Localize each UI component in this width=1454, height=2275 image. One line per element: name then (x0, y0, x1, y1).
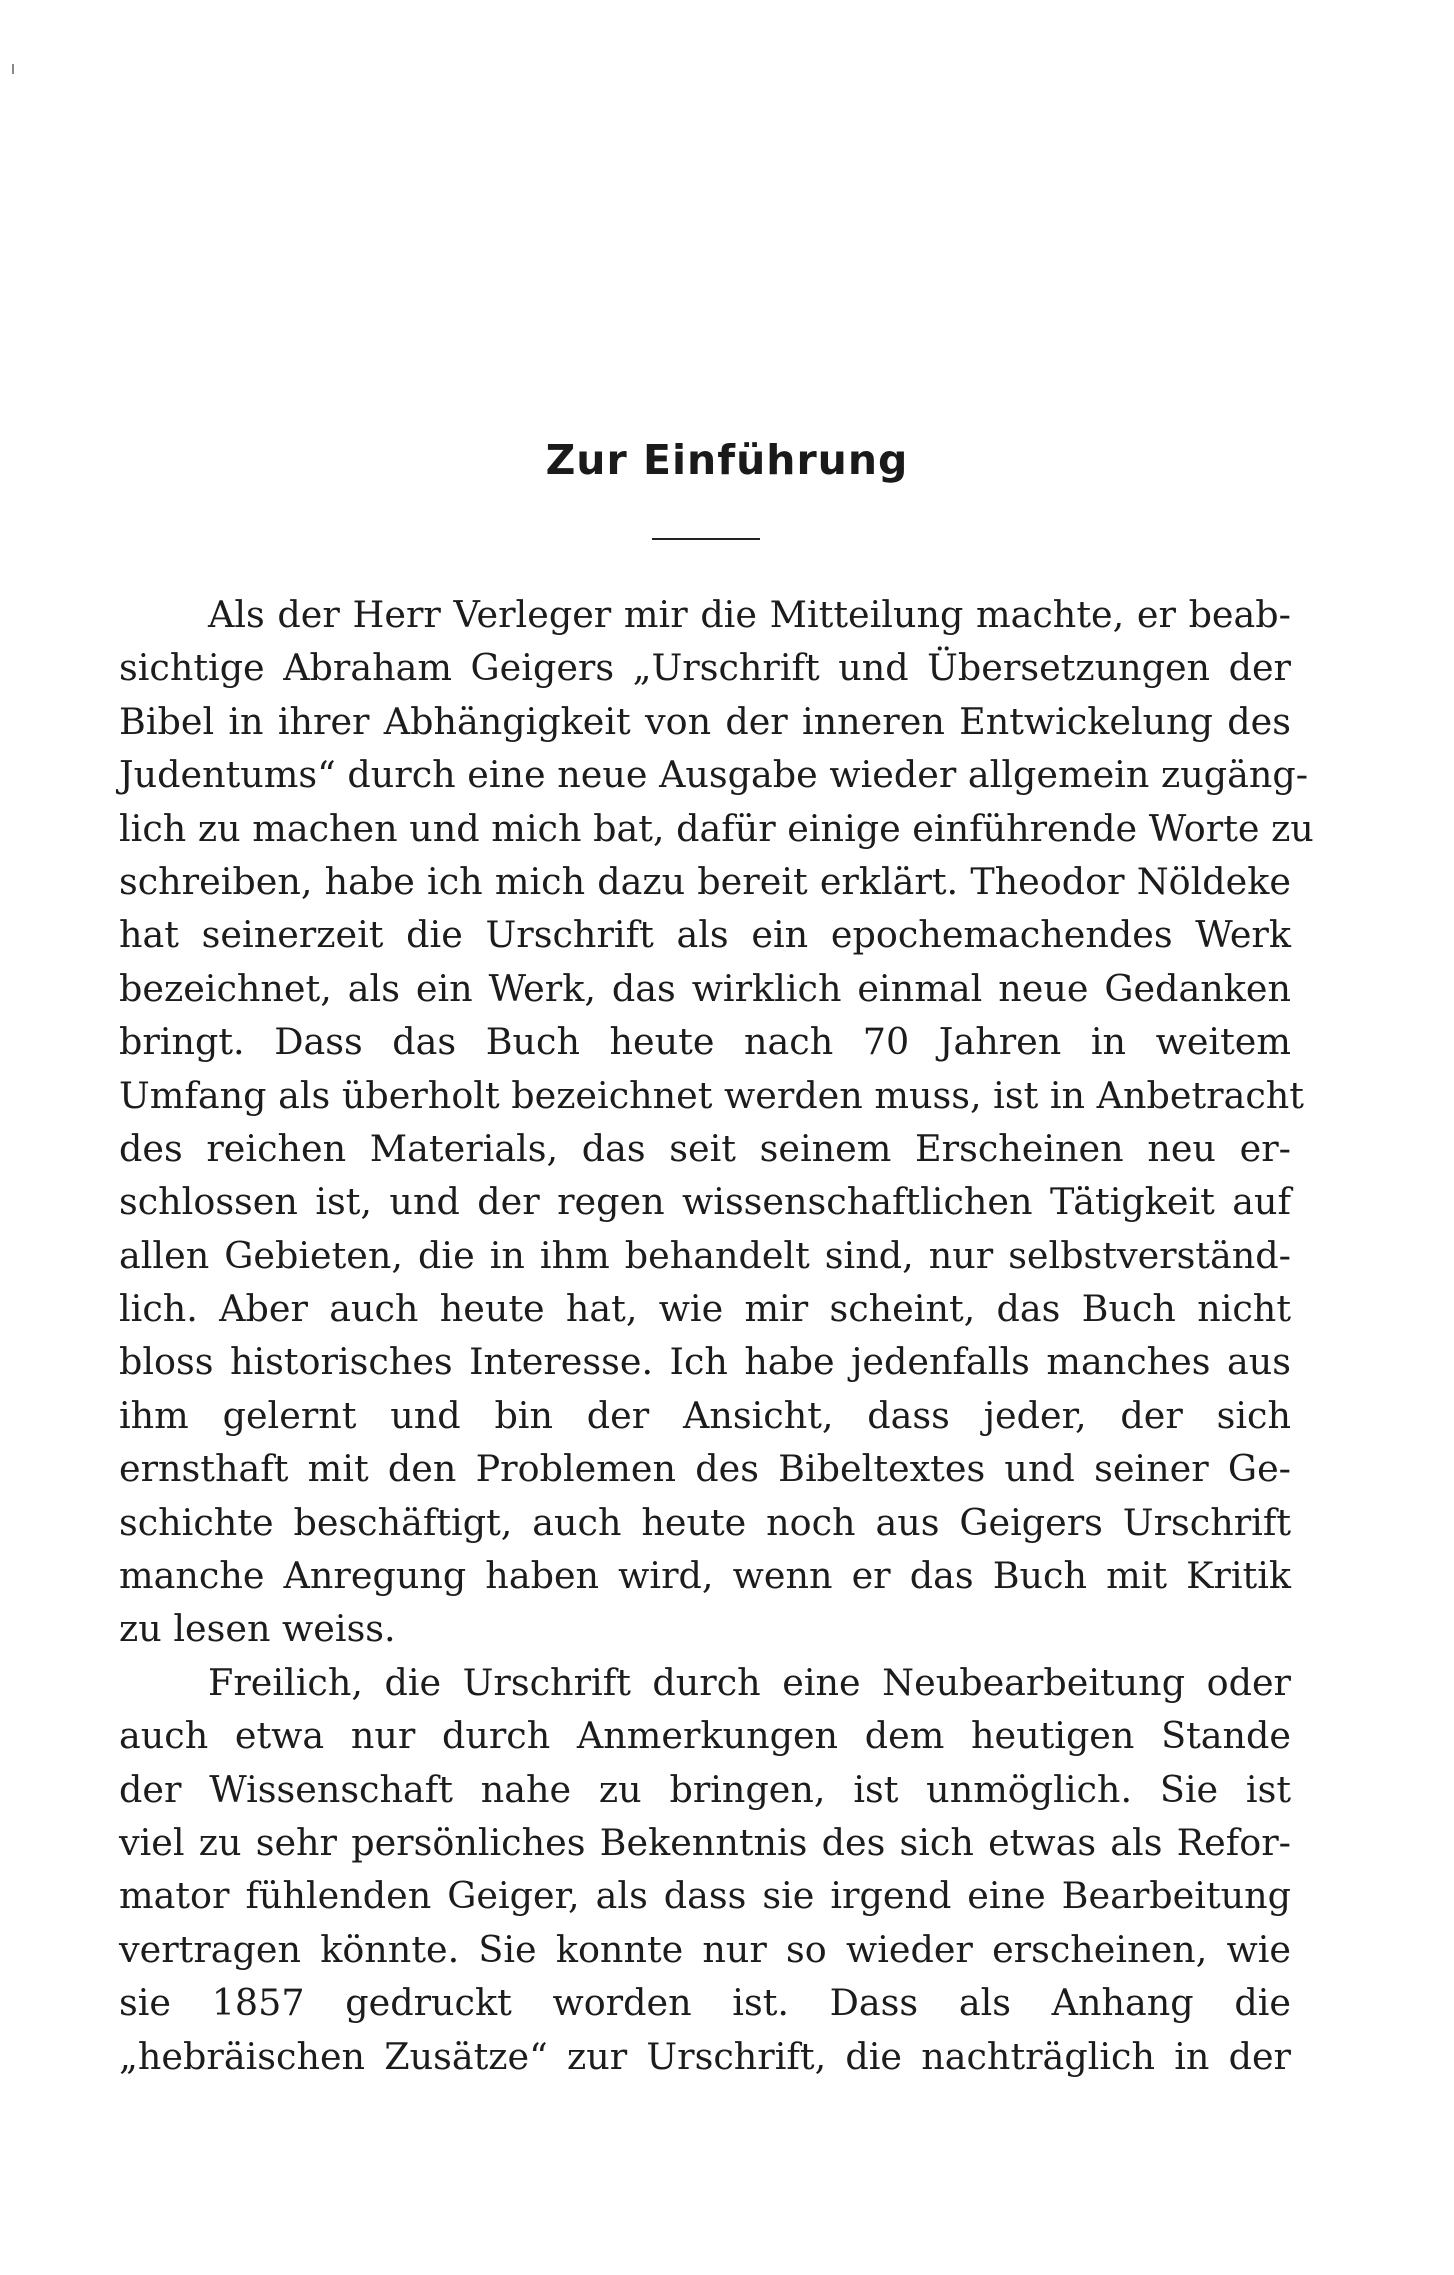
scan-speck (12, 64, 14, 74)
text-line: auch etwa nur durch Anmerkungen dem heutigen Stande (119, 1714, 1291, 1758)
text-line: lich. Aber auch heute hat, wie mir scheint, das Buch nicht (119, 1287, 1291, 1331)
text-line: bringt. Dass das Buch heute nach 70 Jahren in weitem (119, 1020, 1291, 1064)
text-line: sie 1857 gedruckt worden ist. Dass als Anhang die (119, 1981, 1291, 2025)
text-line: zu lesen weiss. (119, 1607, 396, 1651)
text-line: hat seinerzeit die Urschrift als ein epochemachendes Werk (119, 913, 1291, 957)
text-line: bloss historisches Interesse. Ich habe jedenfalls manches aus (119, 1340, 1291, 1384)
text-line: allen Gebieten, die in ihm behandelt sind, nur selbstverständ- (119, 1233, 1291, 1277)
body-text (119, 588, 1314, 2083)
text-line: Umfang als überholt bezeichnet werden muss, ist in Anbetracht (119, 1073, 1304, 1117)
chapter-title: Zur Einführung (545, 436, 909, 484)
text-line: mator fühlenden Geiger, als dass sie irgend eine Bearbeitung (119, 1874, 1291, 1918)
text-line: Bibel in ihrer Abhängigkeit von der inneren Entwickelung des (119, 699, 1291, 743)
text-line: sichtige Abraham Geigers „Urschrift und Übersetzungen der (119, 646, 1291, 690)
text-line: Als der Herr Verleger mir die Mitteilung machte, er beab- (208, 593, 1291, 636)
text-line: Judentums“ durch eine neue Ausgabe wieder allgemein zugäng- (119, 753, 1309, 797)
text-line: vertragen könnte. Sie konnte nur so wieder erscheinen, wie (119, 1927, 1291, 1971)
text-line: schreiben, habe ich mich dazu bereit erklärt. Theodor Nöldeke (119, 859, 1291, 903)
text-line: ernsthaft mit den Problemen des Bibeltextes und seiner Ge- (119, 1447, 1291, 1491)
text-line: „hebräischen Zusätze“ zur Urschrift, die nachträglich in der (119, 2034, 1291, 2078)
text-line: ihm gelernt und bin der Ansicht, dass jeder, der sich (119, 1393, 1291, 1437)
text-line: schlossen ist, und der regen wissenschaftlichen Tätigkeit auf (119, 1180, 1291, 1224)
title-rule (652, 538, 760, 540)
text-line: manche Anregung haben wird, wenn er das Buch mit Kritik (119, 1554, 1291, 1598)
text-line: des reichen Materials, das seit seinem Erscheinen neu er- (119, 1126, 1291, 1170)
text-line: Freilich, die Urschrift durch eine Neubearbeitung oder (208, 1660, 1291, 1704)
text-line: viel zu sehr persönliches Bekenntnis des sich etwas als Refor- (119, 1820, 1291, 1864)
text-line: der Wissenschaft nahe zu bringen, ist unmöglich. Sie ist (119, 1767, 1291, 1811)
text-line: lich zu machen und mich bat, dafür einige einführende Worte zu (119, 806, 1314, 850)
text-line: schichte beschäftigt, auch heute noch aus Geigers Urschrift (119, 1500, 1291, 1544)
text-line: bezeichnet, als ein Werk, das wirklich einmal neue Gedanken (119, 966, 1291, 1010)
